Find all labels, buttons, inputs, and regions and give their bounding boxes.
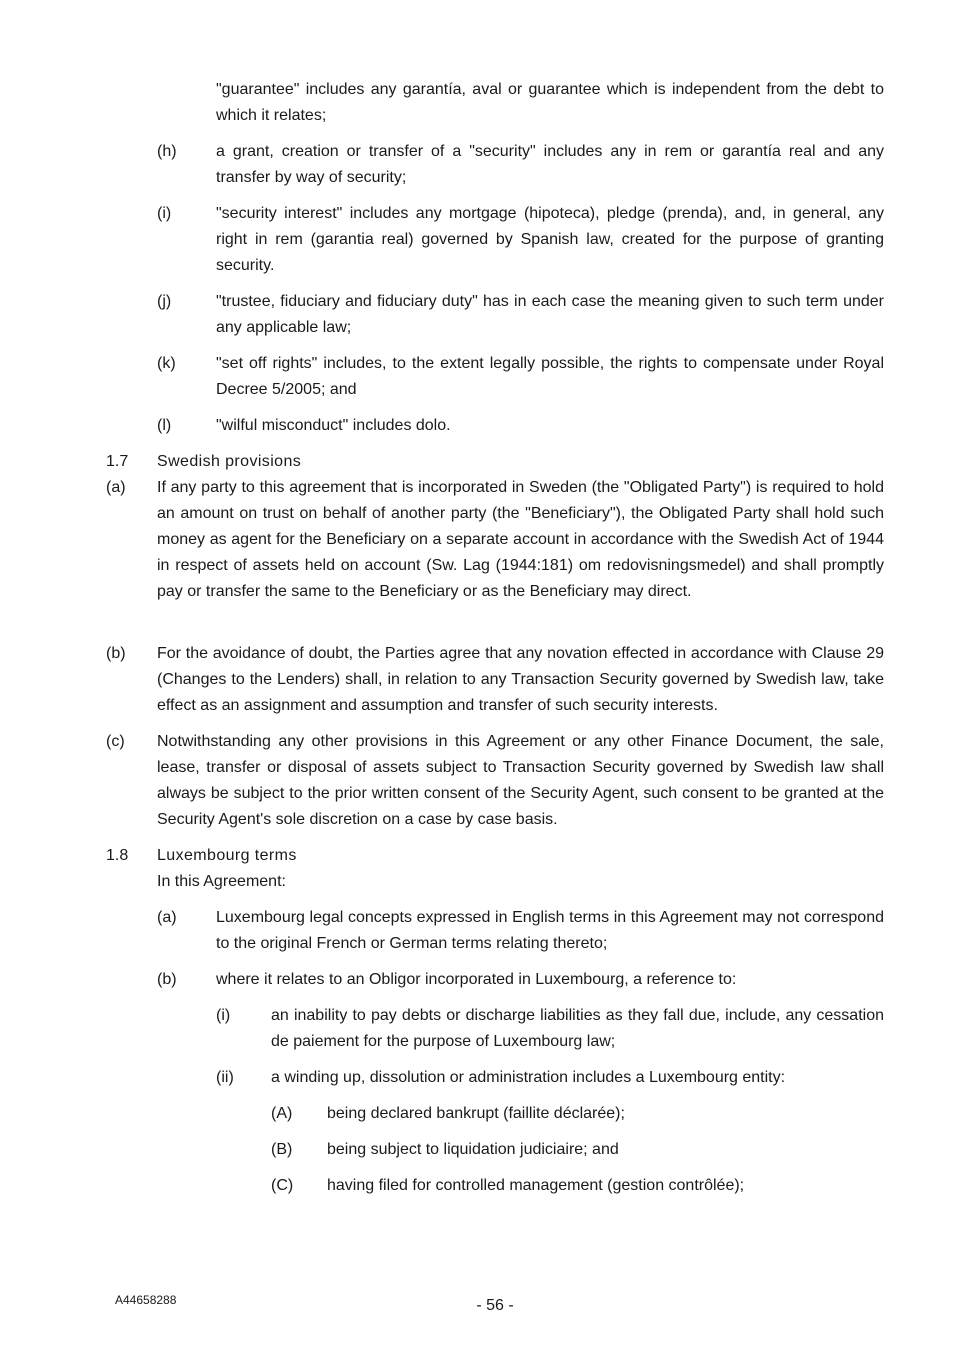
- section-heading: Luxembourg terms: [157, 847, 297, 864]
- item-label: (i): [216, 1007, 231, 1024]
- item-label: (h): [157, 143, 177, 160]
- definition-security: a grant, creation or transfer of a "security" includes any in rem or garantía real and any transfer by way of security;: [216, 143, 884, 186]
- item-label: (a): [157, 909, 177, 926]
- page-number: - 56 -: [476, 1297, 514, 1314]
- item-label: (l): [157, 417, 172, 434]
- clause-text: an inability to pay debts or discharge liabilities as they fall due, include, any cessation de paiement for the purpose of Luxembourg law;: [271, 1007, 884, 1050]
- item-label: (B): [271, 1141, 293, 1158]
- definition-guarantee: "guarantee" includes any garantía, aval or guarantee which is independent from the debt to which it relates;: [216, 81, 884, 124]
- section-intro: In this Agreement:: [157, 873, 286, 890]
- clause-text: a winding up, dissolution or administration includes a Luxembourg entity:: [271, 1069, 786, 1086]
- item-label: (c): [106, 733, 125, 750]
- clause-text: Notwithstanding any other provisions in this Agreement or any other Finance Document, the sale, lease, transfer or disposal of assets subject to Transaction Security governed by Swedish law shall always be subject to the prior written consent of the Security Agent, such consent to be granted at the Security Agent's sole discretion on a case by case basis.: [157, 733, 884, 828]
- section-number: 1.7: [106, 453, 129, 470]
- clause-text: having filed for controlled management (gestion contrôlée);: [327, 1177, 745, 1194]
- clause-text: For the avoidance of doubt, the Parties agree that any novation effected in accordance with Clause 29 (Changes to the Lenders) shall, in relation to any Transaction Security governed by Swedish law, take effect as an assignment and assumption and transfer of such security interests.: [157, 645, 884, 714]
- item-label: (a): [106, 479, 126, 496]
- section-heading: Swedish provisions: [157, 453, 302, 470]
- clause-text: If any party to this agreement that is incorporated in Sweden (the "Obligated Party") is required to hold an amount on trust on behalf of another party (the "Beneficiary"), the Obligated Party shall hold such money as agent for the Beneficiary on a separate account in accordance with the Swedish Act of 1944 in respect of assets held on account (Sw. Lag (1944:181) om redovisningsmedel) and shall promptly pay or transfer the same to the Beneficiary or as the Beneficiary may direct.: [157, 479, 884, 600]
- item-label: (b): [157, 971, 177, 988]
- clause-text: where it relates to an Obligor incorporated in Luxembourg, a reference to:: [216, 971, 737, 988]
- item-label: (k): [157, 355, 176, 372]
- clause-text: being declared bankrupt (faillite déclarée);: [327, 1105, 625, 1122]
- item-label: (b): [106, 645, 126, 662]
- item-label: (ii): [216, 1069, 234, 1086]
- document-id: A44658288: [115, 1293, 177, 1307]
- definition-set-off: "set off rights" includes, to the extent legally possible, the rights to compensate under Royal Decree 5/2005; and: [216, 355, 884, 398]
- definition-security-interest: "security interest" includes any mortgage (hipoteca), pledge (prenda), and, in general, any right in rem (garantia real) governed by Spanish law, created for the purpose of granting security.: [216, 205, 884, 274]
- definition-wilful-misconduct: "wilful misconduct" includes dolo.: [216, 417, 451, 434]
- definition-trustee: "trustee, fiduciary and fiduciary duty" has in each case the meaning given to such term under any applicable law;: [216, 293, 884, 336]
- item-label: (C): [271, 1177, 294, 1194]
- item-label: (A): [271, 1105, 293, 1122]
- clause-text: Luxembourg legal concepts expressed in English terms in this Agreement may not correspond to the original French or German terms relating thereto;: [216, 909, 884, 952]
- clause-text: being subject to liquidation judiciaire; and: [327, 1141, 619, 1158]
- item-label: (j): [157, 293, 172, 310]
- section-number: 1.8: [106, 847, 129, 864]
- item-label: (i): [157, 205, 172, 222]
